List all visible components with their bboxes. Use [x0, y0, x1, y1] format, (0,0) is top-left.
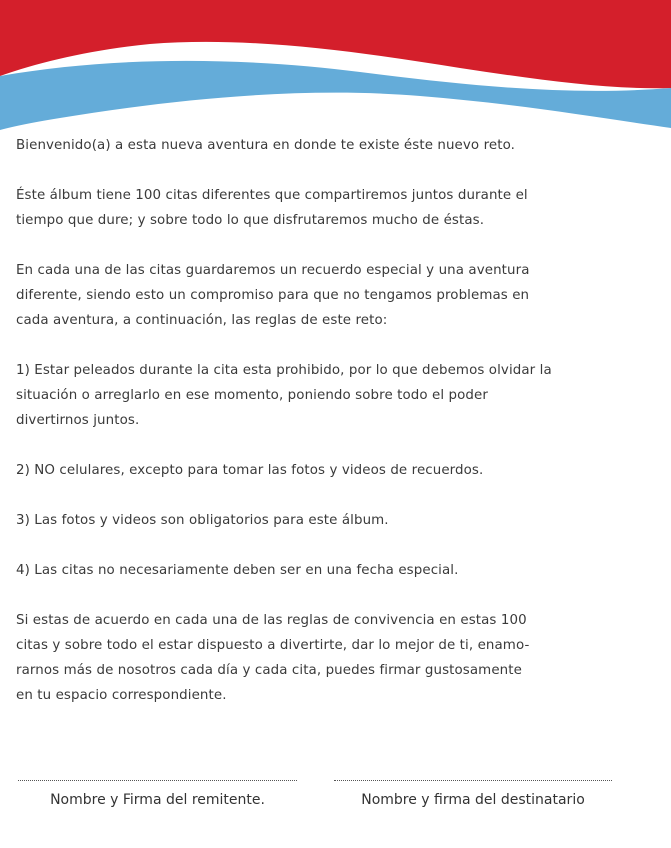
- citas-paragraph: En cada una de las citas guardaremos un recuerdo especial y una aventura diferente, siendo esto un compromiso para que no tengamos problemas en cada aventura, a continuación, las reglas de este reto:: [16, 263, 530, 328]
- rule-2: 2) NO celulares, excepto para tomar las fotos y videos de recuerdos.: [16, 463, 484, 478]
- letter-body: [16, 133, 656, 708]
- closing-paragraph: Si estas de acuerdo en cada una de las reglas de convivencia en estas 100 citas y sobre todo el estar dispuesto a divertirte, dar lo mejor de ti, enamo- rarnos más de nosotros cada día y cada cita, puedes firmar gustosamente en tu espacio correspondiente.: [16, 613, 530, 703]
- rule-3: 3) Las fotos y videos son obligatorios para este álbum.: [16, 513, 389, 528]
- recipient-signature-line: [334, 780, 612, 781]
- rule-4: 4) Las citas no necesariamente deben ser en una fecha especial.: [16, 563, 459, 578]
- welcome-text: Bienvenido(a) a esta nueva aventura en donde te existe éste nuevo reto.: [16, 138, 515, 153]
- rule-1: 1) Estar peleados durante la cita esta prohibido, por lo que debemos olvidar la situación o arreglarlo en ese momento, poniendo sobre todo el poder divertirnos juntos.: [16, 363, 552, 428]
- header-wave-decoration: [0, 0, 671, 140]
- sender-signature-line: [18, 780, 297, 781]
- album-paragraph: Éste álbum tiene 100 citas diferentes que compartiremos juntos durante el tiempo que dure; y sobre todo lo que disfrutaremos mucho de éstas.: [16, 188, 528, 228]
- sender-signature-label: Nombre y Firma del remitente.: [50, 792, 265, 808]
- recipient-signature-label: Nombre y firma del destinatario: [361, 792, 585, 808]
